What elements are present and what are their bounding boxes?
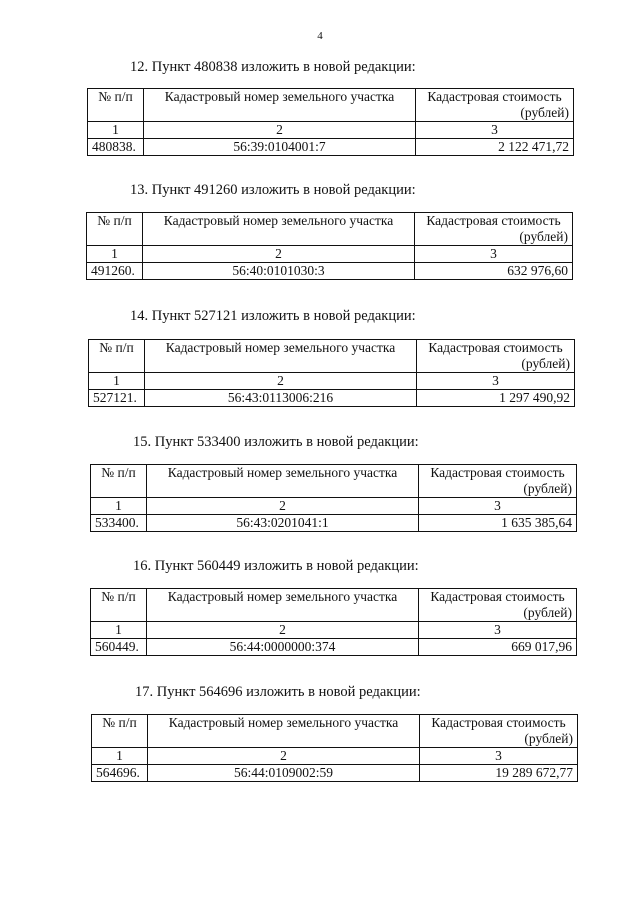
header-cadastral-value-line2: (рублей) <box>523 605 572 620</box>
table-row <box>91 639 577 656</box>
cell-number: 564696. <box>92 765 148 782</box>
index-2: 2 <box>148 748 420 765</box>
index-2: 2 <box>143 246 415 263</box>
index-1: 1 <box>92 748 148 765</box>
cell-number: 533400. <box>91 515 147 532</box>
header-number: № п/п <box>88 89 144 122</box>
table-row <box>92 765 578 782</box>
index-1: 1 <box>89 373 145 390</box>
table-header-row <box>91 465 577 498</box>
table-row <box>87 263 573 280</box>
header-number: № п/п <box>87 213 143 246</box>
index-1: 1 <box>91 498 147 515</box>
header-cadastral-value <box>419 465 577 498</box>
index-3: 3 <box>419 498 577 515</box>
header-cadastral-value-line1: Кадастровая стоимость <box>431 715 566 730</box>
cell-cadastral-number: 56:43:0113006:216 <box>145 390 417 407</box>
cell-number: 480838. <box>88 139 144 156</box>
table-header-row <box>87 213 573 246</box>
table-index-row <box>91 622 577 639</box>
table-index-row <box>92 748 578 765</box>
cadastral-table <box>88 339 575 407</box>
header-cadastral-value-line1: Кадастровая стоимость <box>426 213 561 228</box>
cadastral-table <box>90 464 577 532</box>
table-row <box>91 515 577 532</box>
page-number: 4 <box>317 30 323 42</box>
cell-cadastral-number: 56:39:0104001:7 <box>144 139 416 156</box>
header-cadastral-value <box>420 715 578 748</box>
cell-cadastral-value: 1 635 385,64 <box>419 515 577 532</box>
index-3: 3 <box>416 122 574 139</box>
header-cadastral-value-line2: (рублей) <box>519 229 568 244</box>
header-cadastral-value-line2: (рублей) <box>523 481 572 496</box>
cell-cadastral-number: 56:44:0109002:59 <box>148 765 420 782</box>
table-index-row <box>89 373 575 390</box>
header-cadastral-value <box>417 340 575 373</box>
table-header-row <box>89 340 575 373</box>
cell-cadastral-number: 56:44:0000000:374 <box>147 639 419 656</box>
section-heading: 13. Пункт 491260 изложить в новой редакции: <box>130 182 416 198</box>
cell-cadastral-value: 2 122 471,72 <box>416 139 574 156</box>
header-cadastral-number: Кадастровый номер земельного участка <box>143 213 415 246</box>
cadastral-table <box>87 88 574 156</box>
cadastral-table <box>91 714 578 782</box>
cadastral-table <box>90 588 577 656</box>
cell-number: 491260. <box>87 263 143 280</box>
header-number: № п/п <box>91 589 147 622</box>
header-cadastral-number: Кадастровый номер земельного участка <box>147 589 419 622</box>
section-heading: 16. Пункт 560449 изложить в новой редакции: <box>133 558 419 574</box>
cell-cadastral-number: 56:43:0201041:1 <box>147 515 419 532</box>
header-cadastral-value-line1: Кадастровая стоимость <box>428 340 563 355</box>
header-cadastral-value-line2: (рублей) <box>521 356 570 371</box>
header-cadastral-value-line1: Кадастровая стоимость <box>430 589 565 604</box>
header-cadastral-number: Кадастровый номер земельного участка <box>145 340 417 373</box>
table-index-row <box>91 498 577 515</box>
header-number: № п/п <box>91 465 147 498</box>
header-cadastral-number: Кадастровый номер земельного участка <box>148 715 420 748</box>
table-index-row <box>87 246 573 263</box>
header-cadastral-number: Кадастровый номер земельного участка <box>144 89 416 122</box>
header-cadastral-value <box>419 589 577 622</box>
cell-number: 527121. <box>89 390 145 407</box>
table-row <box>88 139 574 156</box>
section-heading: 12. Пункт 480838 изложить в новой редакции: <box>130 59 416 75</box>
index-1: 1 <box>88 122 144 139</box>
section-heading: 14. Пункт 527121 изложить в новой редакции: <box>130 308 416 324</box>
index-3: 3 <box>419 622 577 639</box>
header-cadastral-value-line2: (рублей) <box>520 105 569 120</box>
index-2: 2 <box>147 498 419 515</box>
section-heading: 17. Пункт 564696 изложить в новой редакции: <box>135 684 421 700</box>
table-header-row <box>91 589 577 622</box>
index-1: 1 <box>87 246 143 263</box>
cell-cadastral-value: 1 297 490,92 <box>417 390 575 407</box>
index-2: 2 <box>145 373 417 390</box>
table-header-row <box>92 715 578 748</box>
header-cadastral-value <box>416 89 574 122</box>
cell-number: 560449. <box>91 639 147 656</box>
table-index-row <box>88 122 574 139</box>
index-3: 3 <box>415 246 573 263</box>
header-number: № п/п <box>89 340 145 373</box>
cell-cadastral-value: 669 017,96 <box>419 639 577 656</box>
header-cadastral-value-line1: Кадастровая стоимость <box>427 89 562 104</box>
section-heading: 15. Пункт 533400 изложить в новой редакции: <box>133 434 419 450</box>
table-header-row <box>88 89 574 122</box>
header-cadastral-value-line2: (рублей) <box>524 731 573 746</box>
cell-cadastral-value: 632 976,60 <box>415 263 573 280</box>
index-2: 2 <box>144 122 416 139</box>
index-1: 1 <box>91 622 147 639</box>
index-3: 3 <box>420 748 578 765</box>
index-3: 3 <box>417 373 575 390</box>
table-row <box>89 390 575 407</box>
header-cadastral-value-line1: Кадастровая стоимость <box>430 465 565 480</box>
cell-cadastral-number: 56:40:0101030:3 <box>143 263 415 280</box>
index-2: 2 <box>147 622 419 639</box>
header-cadastral-number: Кадастровый номер земельного участка <box>147 465 419 498</box>
cadastral-table <box>86 212 573 280</box>
cell-cadastral-value: 19 289 672,77 <box>420 765 578 782</box>
header-number: № п/п <box>92 715 148 748</box>
header-cadastral-value <box>415 213 573 246</box>
